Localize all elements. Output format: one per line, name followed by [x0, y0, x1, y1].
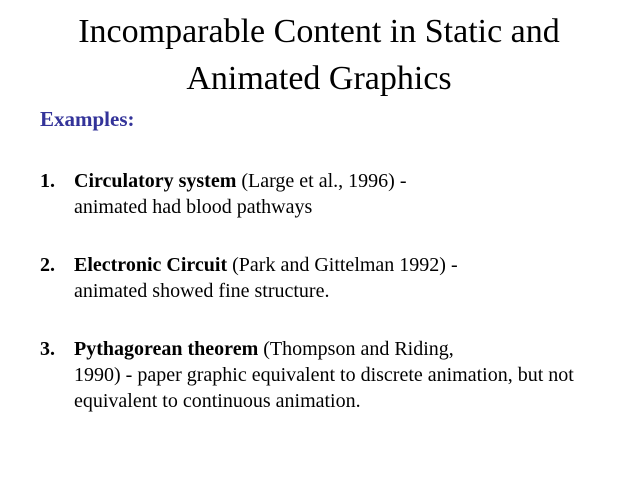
slide-title-line-1: Incomparable Content in Static and	[78, 13, 560, 50]
item-term: Pythagorean theorem	[74, 338, 259, 360]
item-number: 1.	[40, 170, 55, 192]
item-description: animated had blood pathways	[74, 196, 313, 218]
slide-title	[20, 8, 618, 102]
item-body	[74, 168, 600, 220]
item-description: animated showed fine structure.	[74, 280, 330, 302]
item-body	[74, 336, 600, 414]
item-body	[74, 252, 600, 304]
item-term: Electronic Circuit	[74, 254, 228, 276]
item-term: Circulatory system	[74, 170, 237, 192]
item-citation: (Park and Gittelman 1992) -	[227, 254, 458, 276]
item-citation: (Large et al., 1996) -	[236, 170, 407, 192]
item-number: 2.	[40, 254, 55, 276]
slide-title-line-2: Animated Graphics	[186, 60, 452, 97]
item-citation: (Thompson and Riding,	[258, 338, 454, 360]
list-item	[40, 252, 600, 304]
examples-list	[40, 168, 600, 446]
examples-heading: Examples:	[40, 107, 135, 131]
item-number: 3.	[40, 338, 55, 360]
list-item	[40, 168, 600, 220]
list-item	[40, 336, 600, 414]
item-description: 1990) - paper graphic equivalent to discrete animation, but not equivalent to continuous animation.	[74, 364, 574, 412]
